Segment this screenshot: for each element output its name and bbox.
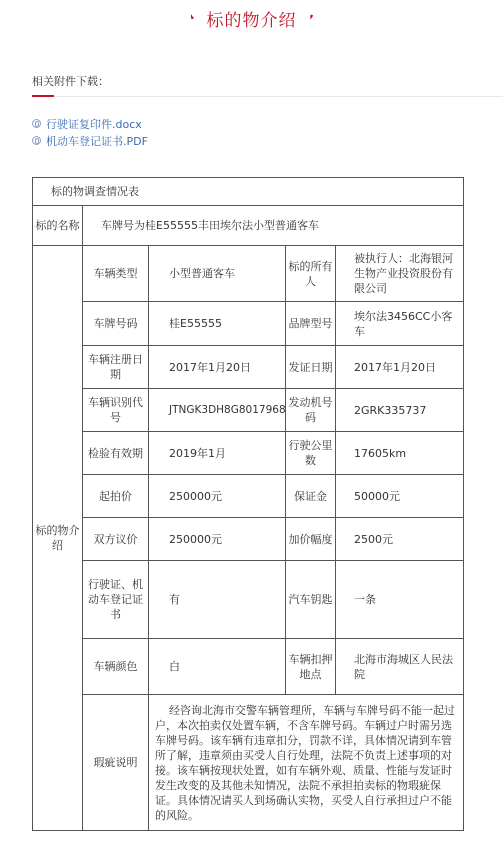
attachments-list — [32, 115, 148, 149]
page-heading — [0, 6, 503, 31]
subject-label: 标的名称 — [33, 206, 83, 246]
attachments-label: 相关附件下载： — [32, 75, 109, 88]
row-value: 北海市海城区人民法院 — [336, 639, 464, 695]
left-ornament-icon: ❛ — [188, 12, 198, 29]
attachment-link-registration[interactable] — [32, 132, 148, 149]
row-label: 车辆类型 — [83, 246, 149, 302]
subject-value: 车牌号为桂E55555丰田埃尔法小型普通客车 — [83, 206, 464, 246]
row-value: 250000元 — [149, 475, 286, 518]
row-label: 车辆扣押地点 — [286, 639, 336, 695]
investigation-table — [32, 177, 464, 831]
row-label: 标的所有人 — [286, 246, 336, 302]
row-value: 桂E55555 — [149, 302, 286, 346]
row-value: 被执行人：北海银河生物产业投资股份有限公司 — [336, 246, 464, 302]
row-label: 检验有效期 — [83, 432, 149, 475]
page-title: 标的物介绍 — [206, 11, 297, 31]
row-value: 2017年1月20日 — [336, 346, 464, 389]
intro-label: 标的物介绍 — [33, 246, 83, 831]
row-value: 50000元 — [336, 475, 464, 518]
row-label: 车辆识别代号 — [83, 389, 149, 432]
paperclip-icon — [32, 136, 41, 145]
divider-accent — [32, 95, 54, 97]
defect-label: 瑕疵说明 — [83, 695, 149, 831]
row-label: 加价幅度 — [286, 518, 336, 561]
attachment-name[interactable]: 机动车登记证书.PDF — [46, 134, 148, 148]
row-label: 行驶公里数 — [286, 432, 336, 475]
row-value: 埃尔法3456CC小客车 — [336, 302, 464, 346]
row-label: 起拍价 — [83, 475, 149, 518]
row-label: 品牌型号 — [286, 302, 336, 346]
row-value: 17605km — [336, 432, 464, 475]
row-label: 保证金 — [286, 475, 336, 518]
row-value: 2GRK335737 — [336, 389, 464, 432]
row-label: 发动机号码 — [286, 389, 336, 432]
right-ornament-icon: ❜ — [305, 12, 315, 29]
row-label: 车辆注册日期 — [83, 346, 149, 389]
defect-description: 经咨询北海市交警车辆管理所，车辆与车牌号码不能一起过户，本次拍卖仅处置车辆，不含车牌号码。车辆过户时需另选车牌号码。该车辆有违章扣分，罚款不详，具体情况请到车管所了解，违章须由买受人自行处理，法院不负责上述事项的对接。该车辆按现状处置，如有车辆外观、质量、性能与发证时发生改变的及其他未知情况，法院不承担拍卖标的物瑕疵保证。具体情况请买人到场确认实物，买受人自行承担过户不能的风险。 — [149, 695, 464, 831]
table-caption: 标的物调查情况表 — [33, 178, 464, 206]
divider — [32, 96, 503, 97]
row-value: 白 — [149, 639, 286, 695]
attachment-link-license[interactable] — [32, 115, 148, 132]
row-value: 2500元 — [336, 518, 464, 561]
row-value: 有 — [149, 561, 286, 639]
row-label: 双方议价 — [83, 518, 149, 561]
row-value: 250000元 — [149, 518, 286, 561]
row-label: 汽车钥匙 — [286, 561, 336, 639]
attachment-name[interactable]: 行驶证复印件.docx — [46, 117, 142, 131]
row-value: 2017年1月20日 — [149, 346, 286, 389]
row-value: 2019年1月 — [149, 432, 286, 475]
row-label: 发证日期 — [286, 346, 336, 389]
row-label: 行驶证、机动车登记证书 — [83, 561, 149, 639]
row-value: 小型普通客车 — [149, 246, 286, 302]
row-label: 车牌号码 — [83, 302, 149, 346]
paperclip-icon — [32, 119, 41, 128]
row-value: JTNGK3DH8G8017968 — [149, 389, 286, 432]
row-label: 车辆颜色 — [83, 639, 149, 695]
row-value: 一条 — [336, 561, 464, 639]
